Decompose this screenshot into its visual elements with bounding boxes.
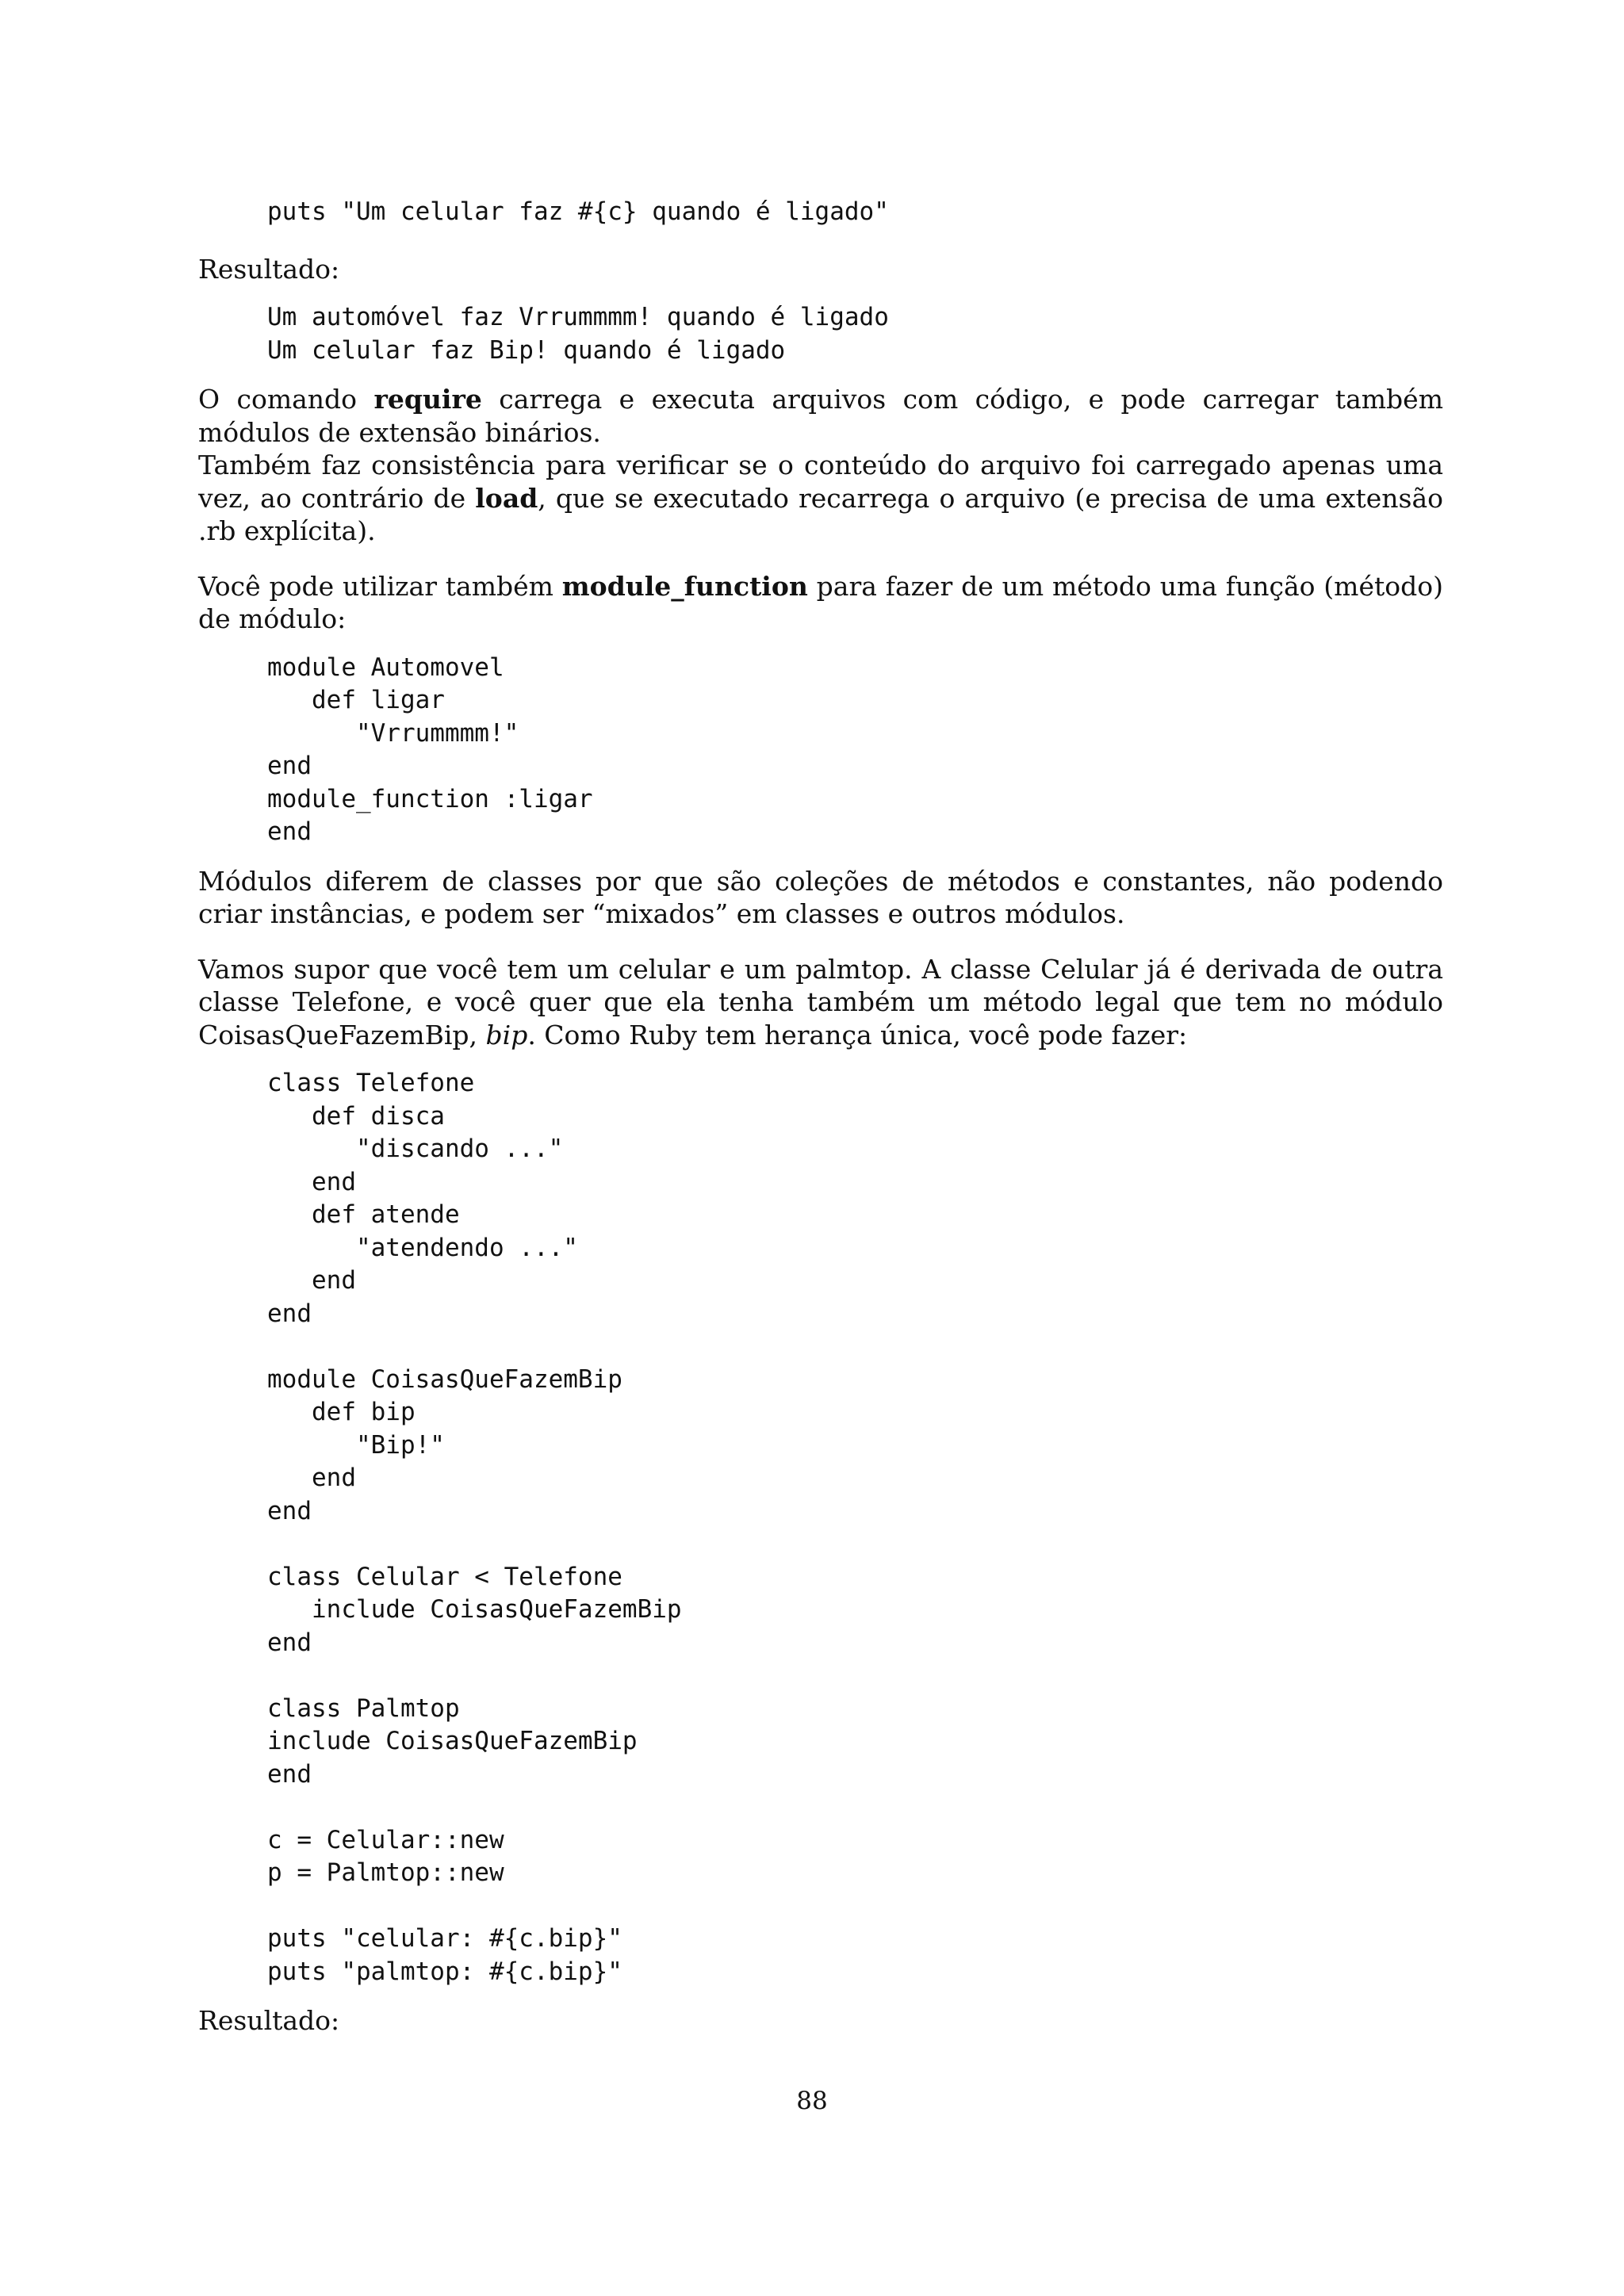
keyword-require: require [373, 384, 482, 415]
italic-bip: bip [485, 1019, 528, 1050]
code-puts-celular: puts "Um celular faz #{c} quando é ligado" [267, 197, 889, 226]
paragraph-require: O comando require carrega e executa arquivos com código, e pode carregar também módulos de extensão binários. [198, 384, 1443, 448]
label-resultado-2: Resultado: [198, 2005, 340, 2036]
paragraph-load: Também faz consistência para verificar se o conteúdo do arquivo foi carregado apenas uma vez, ao contrário de load, que se executado recarrega o arquivo (e precisa de uma extensão .rb explícita). [198, 450, 1443, 546]
paragraph-modulos-diferem: Módulos diferem de classes por que são coleções de métodos e constantes, não podendo criar instâncias, e podem ser “mixados” em classes e outros módulos. [198, 865, 1443, 929]
paragraph-module-function: Você pode utilizar também module_function para fazer de um método uma função (método) de módulo: [198, 570, 1443, 634]
label-resultado-1: Resultado: [198, 253, 340, 285]
code-module-automovel: module Automovel def ligar "Vrrummmm!" end module_function :ligar end [267, 652, 593, 846]
keyword-load: load [475, 482, 538, 514]
paragraph-vamos-supor: Vamos supor que você tem um celular e um palmtop. A classe Celular já é derivada de outra classe Telefone, e você quer que ela tenha também um método legal que tem no módulo CoisasQueFazemBip, bip. Como Ruby tem herança única, você pode fazer: [198, 953, 1443, 1050]
page-number: 88 [796, 2087, 828, 2115]
code-telefone-example: class Telefone def disca "discando ..." end def atende "atendendo ..." end end module CoisasQueFazemBip def bip "Bip!" end end class Celular < Telefone include CoisasQueFazemBip end class Palmtop include CoisasQueFazemBip end c = Celular::new p = Palmtop::new puts "celular: #{c.bip}" puts "palmtop: #{c.bip}" [267, 1069, 682, 1986]
document-page [198, 196, 1443, 2038]
keyword-module-function: module_function [561, 570, 808, 602]
code-result-1: Um automóvel faz Vrrummmm! quando é ligado Um celular faz Bip! quando é ligado [267, 303, 889, 365]
